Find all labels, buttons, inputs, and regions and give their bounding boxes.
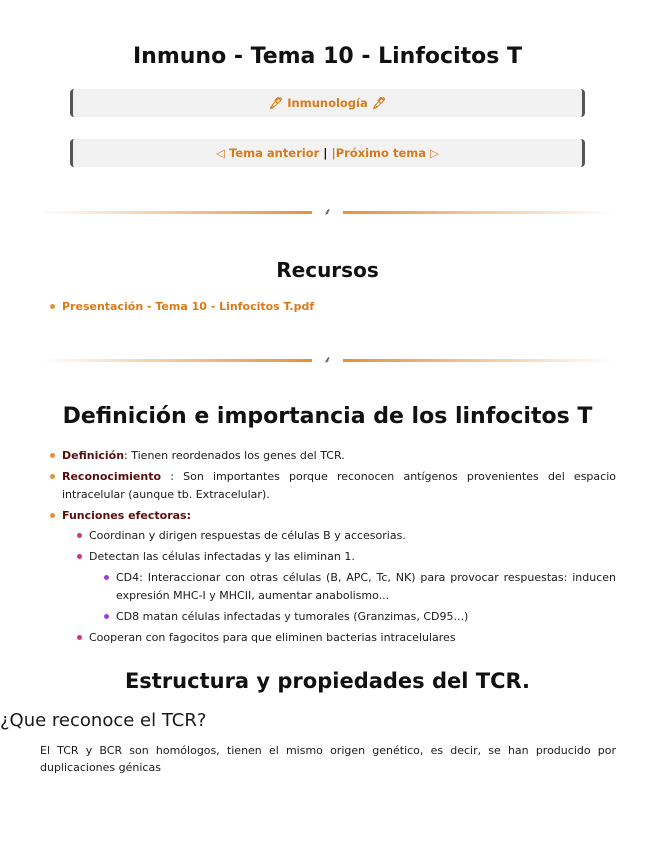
prev-topic-link[interactable]: ◁ Tema anterior (216, 146, 320, 160)
next-topic-link[interactable]: |Próximo tema ▷ (331, 146, 439, 160)
tcr-subheading: ¿Que reconoce el TCR? (0, 710, 207, 731)
recursos-list (48, 298, 618, 316)
topic-nav-box (70, 139, 585, 167)
estructura-heading: Estructura y propiedades del TCR. (124, 669, 531, 693)
subject-link[interactable]: 🖋 Inmunología 🖋 (268, 96, 387, 110)
funciones-list (62, 527, 616, 647)
divider-ornament-icon: ⸙ (323, 207, 332, 218)
nav-separator: | (323, 146, 328, 160)
divider-ornament-icon: ⸙ (323, 355, 332, 366)
reconocimiento-term: Reconocimiento (62, 470, 162, 483)
funciones-term: Funciones efectoras: (62, 509, 191, 522)
list-item: Coordinan y dirigen respuestas de células B y accesorias. (75, 527, 616, 545)
definicion-list (48, 447, 616, 647)
list-item (75, 548, 616, 626)
recursos-heading: Recursos (276, 258, 379, 282)
list-item (48, 468, 616, 504)
pdf-resource-link[interactable]: Presentación - Tema 10 - Linfocitos T.pdf (62, 300, 315, 313)
section-divider (40, 354, 615, 366)
list-item: Cooperan con fagocitos para que eliminen bacterias intracelulares (75, 629, 616, 647)
list-item (48, 507, 616, 647)
list-item (48, 447, 616, 465)
definicion-term: Definición (62, 449, 125, 462)
definicion-heading: Definición e importancia de los linfocitos T (62, 404, 593, 429)
section-divider (40, 206, 615, 218)
list-item-text: Detectan las células infectadas y las eliminan 1. (89, 550, 355, 563)
definicion-text: : Tienen reordenados los genes del TCR. (124, 449, 345, 462)
cd-subtypes-list (89, 569, 616, 626)
tcr-paragraph: El TCR y BCR son homólogos, tienen el mismo origen genético, es decir, se han producido por duplicaciones génicas (40, 744, 616, 774)
reconocimiento-text: : Son importantes porque reconocen antígenos provenientes del espacio intracelular (aunque tb. Extracelular). (62, 470, 616, 501)
subject-nav-box (70, 89, 585, 117)
list-item: CD4: Interaccionar con otras células (B, APC, Tc, NK) para provocar respuestas: inducen expresión MHC-I y MHCII, aumentar anabolismo... (102, 569, 616, 605)
list-item (48, 298, 618, 316)
list-item: CD8 matan células infectadas y tumorales (Granzimas, CD95...) (102, 608, 616, 626)
page-title: Inmuno - Tema 10 - Linfocitos T (132, 44, 523, 69)
